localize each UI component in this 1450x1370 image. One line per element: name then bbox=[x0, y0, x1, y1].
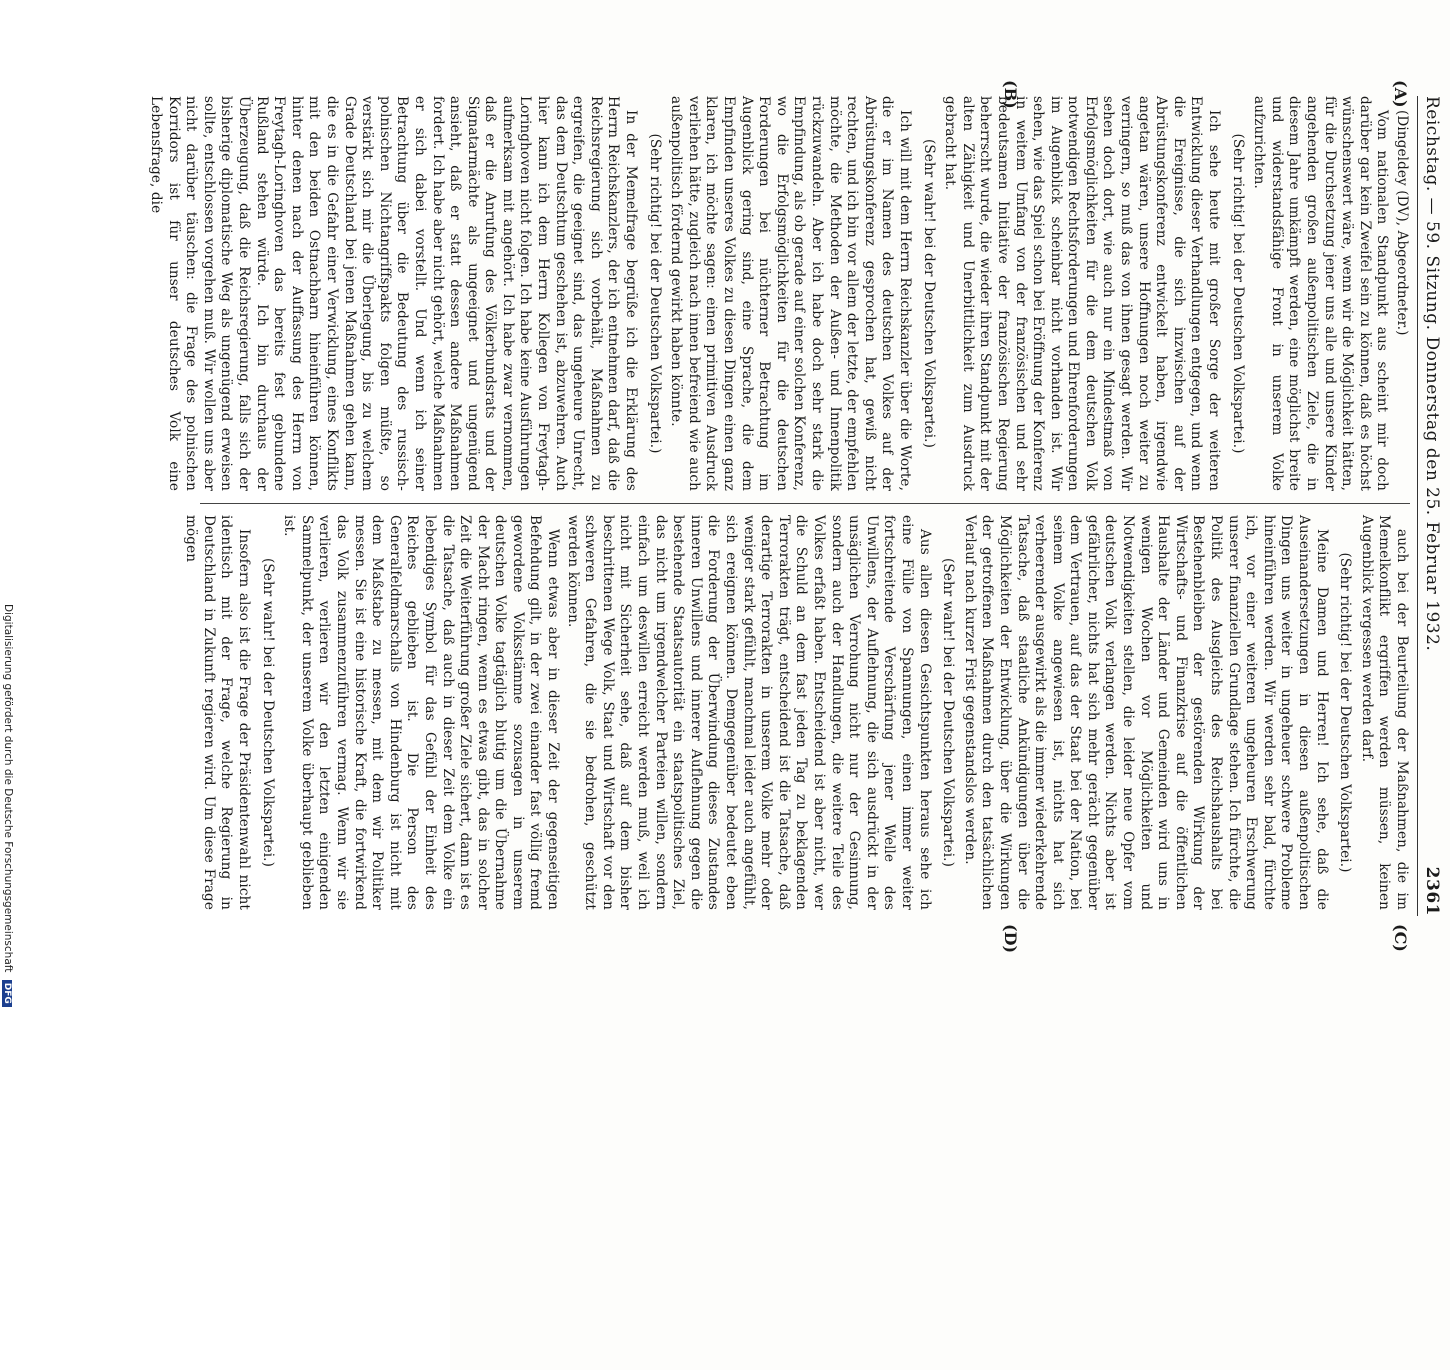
credit-text: Digitalisierung gefördert durch die Deutsche Forschungsgemeinschaft bbox=[2, 604, 14, 973]
right-column bbox=[183, 515, 1410, 910]
paragraph: In der Memelfrage begrüße ich die Erklärung des Herrn Reichskanzlers, der ich entnehmen darf, daß die Reichsregierung sich vorbehält, Maßnahmen zu ergreifen, die geeignet sind, das ungeheure Unrecht, das dem Deutschtum geschehen ist, abzuwehren. Auch hier kann ich dem Herrn Kollegen von Freytagh-Loringhoven nicht folgen. Ich habe keine Ausführungen aufmerksam mit angehört. Ich habe zwar vernommen, daß er die Anrufung des Völkerbundsrats und der Signatarmächte als ungeeignet und ungenügend ansieht, daß er statt dessen andere Maßnahmen fordert. Ich habe aber nicht gehört, welche Maßnahmen er sich dabei vorstellt. Und wenn ich seiner Betrachtung über die Bedeutung des russisch-polnischen Nichtangriffspakts folgen müßte, so verstärkt sich mir die Überlegung, bis zu welchem Grade Deutschland bei jenen Maßnahmen gehen kann, die es in die Gefahr einer Verwicklung, eines Konflikts mit den beiden Ostnachbarn hineinführen können, hinter denen nach der Auffassung des Herrn von Freytagh-Loringhoven das bereits fest gebundene Rußland stehen würde. Ich bin durchaus der Überzeugung, daß die Reichsregierung, falls sich der bisherige diplomatische Weg als ungenügend erweisen sollte, entschlossen vorgehen muß. Wir wollen uns aber nicht darüber täuschen: die Frage des polnischen Korridors ist für unser deutsches Volk eine Lebensfrage, die bbox=[148, 96, 640, 491]
interjection: (Sehr wahr! bei der Deutschen Volkspartei.) bbox=[259, 557, 276, 868]
margin-marker-b: (B) bbox=[1001, 80, 1020, 109]
left-column bbox=[148, 96, 1410, 491]
interjection: (Sehr richtig! bei der Deutschen Volkspartei.) bbox=[1229, 133, 1246, 454]
interjection: (Sehr richtig! bei der Deutschen Volkspartei.) bbox=[646, 133, 663, 454]
page-number: 2361 bbox=[1422, 866, 1442, 916]
running-header bbox=[1420, 96, 1442, 916]
column-divider bbox=[200, 503, 1410, 504]
digitization-credit bbox=[0, 0, 14, 1004]
header-rule bbox=[1417, 96, 1418, 916]
scanned-page bbox=[148, 0, 1450, 1370]
interjection: (Sehr wahr! bei der Deutschen Volkspartei.) bbox=[920, 138, 937, 449]
paragraph: Wenn etwas aber in dieser Zeit der gegenseitigen Befehdung gilt, in der zwei einander fast völlig fremd gewordene Volksstämme sozusagen in unserem deutschen Volke tagtäglich blutig um die Übernahme der Macht ringen, wenn es etwas gibt, das in solcher Zeit die Weiterführung großer Ziele sichert, dann ist es die Tatsache, daß auch in dieser Zeit dem Volke ein lebendiges Symbol für das Gefühl der Einheit des Reiches geblieben ist. Die Person des Generalfeldmarschalls von Hindenburg ist nicht mit dem Maßstabe zu messen, mit dem wir Politiker messen. Sie ist eine historische Kraft, die fortwirkend das Volk zusammenzuführen vermag. Wenn wir sie verlieren, verlieren wir den letzten einigenden Sammelpunkt, der unserem Volke überhaupt geblieben ist. bbox=[281, 515, 562, 910]
running-title: Reichstag. — 59. Sitzung. Donnerstag den 25. Februar 1932. bbox=[1422, 96, 1442, 652]
interjection: (Sehr wahr! bei der Deutschen Volkspartei.) bbox=[940, 557, 957, 868]
paragraph: auch bei der Beurteilung der Maßnahmen, die im Memelkonflikt ergriffen werden müssen, keinen Augenblick vergessen werden darf. bbox=[1358, 515, 1410, 910]
margin-marker-d: (D) bbox=[1001, 924, 1020, 954]
margin-marker-a: (A) bbox=[1391, 80, 1410, 108]
paragraph: (Dingeldey (DV), Abgeordneter.) bbox=[1394, 110, 1410, 336]
paragraph: Insofern also ist die Frage der Präsidentenwahl nicht identisch mit der Frage, welche Regierung in Deutschland in Zukunft regieren wird. Um diese Frage mögen bbox=[183, 515, 252, 910]
paragraph: Aus allen diesen Gesichtspunkten heraus sehe ich eine Fülle von Spannungen, einen immer weiter fortschreitende Verschärfung jener Welle des Unwillens, der Auflehnung, die sich ausdrückt in der unsäglichen Verrohung nicht nur der Gesinnung, sondern auch der Handlungen, die weitere Teile des Volkes erfaßt haben. Entscheidend ist aber nicht, wer die Schuld an dem fast jeden Tag zu beklagenden Terrorakten trägt, entscheidend ist die Tatsache, daß derartige Terrorakten in unserem Volke mehr oder weniger stark gefühlt, manchmal leider auch angefühlt, sich ereignen können. Demgegenüber bedeutet eben die Forderung der Überwindung dieses Zustandes inneren Unwillens und innerer Auflehnung gegen die bestehende Staatsautorität ein staatspolitisches Ziel, das nicht um irgendwelcher Parteien willen, sondern einfach um deswillen erreicht werden muß, weil ich nicht mit Sicherheit sehe, daß auf dem bisher beschrittenen Wege Volk, Staat und Wirtschaft vor den schweren Gefahren, die sie bedrohen, geschützt werden können. bbox=[564, 515, 933, 910]
paragraph: Meine Damen und Herren! Ich sehe, daß die Auseinandersetzungen in diesen außenpolitischen Dingen uns weiter in ungeheuer schwere Probleme hineinführen werden. Wir werden sehr bald, fürchte ich, vor einer weiteren ungeheuren Erschwerung unserer finanziellen Grundlage stehen. Ich fürchte, die Politik des Ausgleichs des Reichshaushalts bei Bestehenbleiben der gestörenden Wirkung der Wirtschafts- und Finanzkrise auf die öffentlichen Haushalte der Länder und Gemeinden wird uns in wenigen Wochen vor Möglichkeiten und Notwendigkeiten stellen, die leider neue Opfer vom deutschen Volk verlangen werden. Nichts aber ist gefährlicher, nichts hat sich mehr gerächt gegenüber dem Vertrauen, auf das der Staat bei der Nation, bei seinem Volke angewiesen ist, nichts hat sich verheerender ausgewirkt als die immer wiederkehrende Tatsache, daß staatliche Ankündigungen über die Möglichkeiten der Entwicklung, über die Wirkungen der getroffenen Maßnahmen durch den tatsächlichen Verlauf nach kurzer Frist gegenstandslos werden. bbox=[961, 515, 1330, 910]
paragraph: Ich sehe heute mit großer Sorge der weiteren Entwicklung dieser Verhandlungen entgegen, und wenn die Ereignisse, die sich inzwischen auf der Abrüstungskonferenz entwickelt haben, irgendwie angetan wären, unsere Hoffnungen noch weiter zu verringern, so muß das von ihnen gesagt werden. Wir sehen doch dort, wie auch nur ein Mindestmaß von Erfolgsmöglichkeiten für die dem deutschen Volk notwendigen Rechtsforderungen und Ehrenforderungen im Augenblick scheinbar nicht vorhanden ist. Wir sehen, wie das Spiel schon bei Eröffnung der Konferenz in weitem Umfang von der französischen und sehr bedeutsamen Initiative der französischen Regierung beherrscht wurde, die wieder ihren Standpunkt mit der alten Zähigkeit und Unerbittlichkeit zum Ausdruck gebracht hat. bbox=[942, 96, 1223, 491]
margin-marker-c: (C) bbox=[1391, 924, 1410, 952]
paragraph: Ich will mit dem Herrn Reichskanzler über die Worte, die er im Namen des deutschen Volkes auf der Abrüstungskonferenz gesprochen hat, gewiß nicht rechten, und ich bin vor allem der letzte, der empfehlen möchte, die Methoden der Außen- und Innenpolitik rückzuwandeln. Aber ich habe doch sehr stark die Empfindung, als ob gerade auf einer solchen Konferenz, wo die Erfolgsmöglichkeiten für die deutschen Forderungen bei nüchterner Betrachtung im Augenblick gering sind, eine Sprache, die dem Empfinden unseres Volkes zu diesen Dingen einen ganz klaren, ich möchte sagen: einen primitiven Ausdruck verliehen hätte, zugleich nach innen befreiend wie auch außenpolitisch fördernd gewirkt haben könnte. bbox=[668, 96, 913, 491]
dfg-logo-icon: DFG bbox=[2, 980, 12, 1007]
interjection: (Sehr richtig! bei der Deutschen Volkspartei.) bbox=[1337, 552, 1354, 873]
paragraph: Vom nationalen Standpunkt aus scheint mir doch darüber gar kein Zweifel sein zu können, daß es höchst wünschenswert wäre, wenn wir die Möglichkeit hätten, für die Durchsetzung jener uns alle und unsere Kinder angehenden großen außenpolitischen Ziele, die in diesem Jahre umkämpft werden, eine möglichst breite und widerstandsfähige Front in unserem Volke aufzurichten. bbox=[1251, 96, 1391, 491]
